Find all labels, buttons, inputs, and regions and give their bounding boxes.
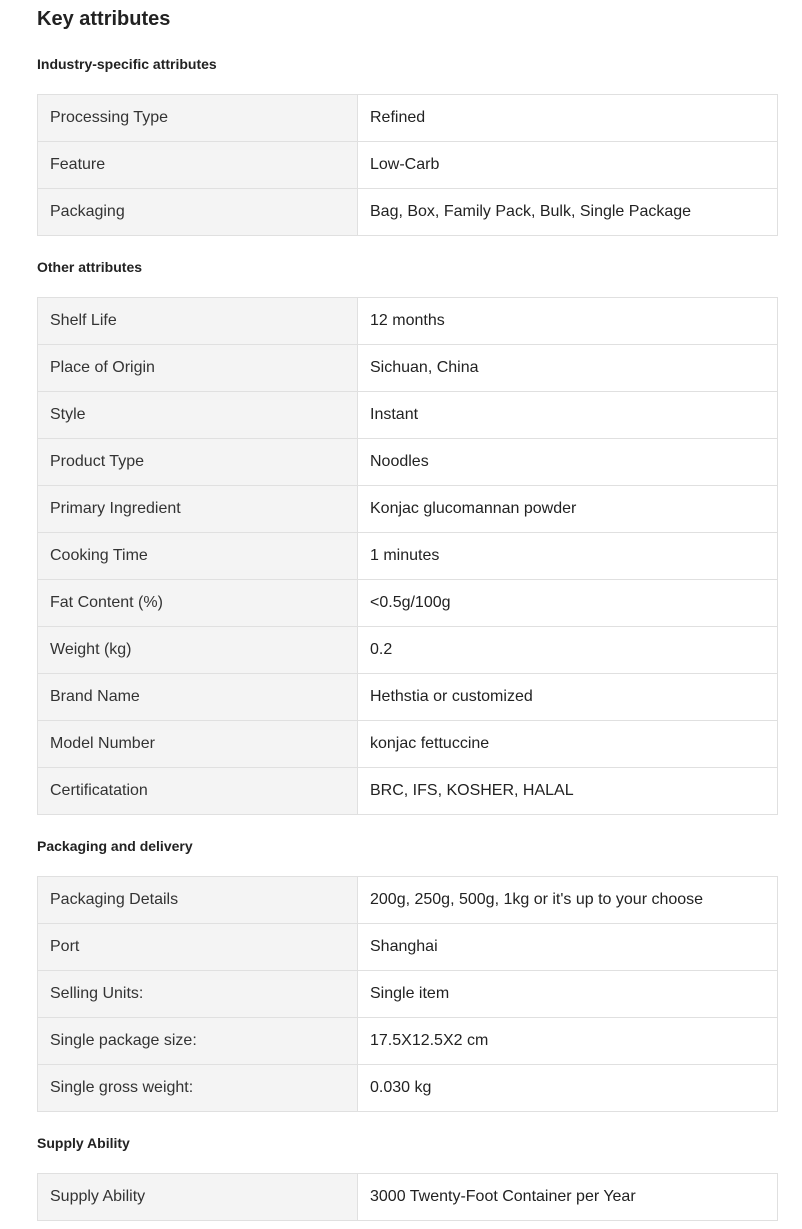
attribute-name: Supply Ability bbox=[38, 1174, 358, 1221]
table-row bbox=[38, 877, 778, 924]
table-row bbox=[38, 486, 778, 533]
attribute-name: Product Type bbox=[38, 439, 358, 486]
table-row bbox=[38, 95, 778, 142]
attribute-name: Selling Units: bbox=[38, 971, 358, 1018]
attributes-table-other-attributes bbox=[37, 297, 778, 815]
table-row bbox=[38, 189, 778, 236]
attribute-value: 3000 Twenty-Foot Container per Year bbox=[358, 1174, 778, 1221]
attribute-name: Port bbox=[38, 924, 358, 971]
attribute-value: 200g, 250g, 500g, 1kg or it's up to your choose bbox=[358, 877, 778, 924]
attribute-name: Packaging bbox=[38, 189, 358, 236]
table-row bbox=[38, 533, 778, 580]
attribute-value: Konjac glucomannan powder bbox=[358, 486, 778, 533]
table-row bbox=[38, 627, 778, 674]
attribute-name: Single package size: bbox=[38, 1018, 358, 1065]
attribute-name: Model Number bbox=[38, 721, 358, 768]
table-row bbox=[38, 580, 778, 627]
attribute-value: BRC, IFS, KOSHER, HALAL bbox=[358, 768, 778, 815]
table-row bbox=[38, 142, 778, 189]
table-row bbox=[38, 392, 778, 439]
attribute-name: Primary Ingredient bbox=[38, 486, 358, 533]
attribute-value: Bag, Box, Family Pack, Bulk, Single Package bbox=[358, 189, 778, 236]
attribute-value: <0.5g/100g bbox=[358, 580, 778, 627]
attribute-value: 12 months bbox=[358, 298, 778, 345]
section-title-supply-ability: Supply Ability bbox=[37, 1135, 130, 1151]
attribute-value: konjac fettuccine bbox=[358, 721, 778, 768]
attribute-value: Instant bbox=[358, 392, 778, 439]
table-row bbox=[38, 768, 778, 815]
attribute-name: Fat Content (%) bbox=[38, 580, 358, 627]
attribute-name: Packaging Details bbox=[38, 877, 358, 924]
table-row bbox=[38, 1018, 778, 1065]
attribute-name: Cooking Time bbox=[38, 533, 358, 580]
attribute-value: Noodles bbox=[358, 439, 778, 486]
attributes-table-supply-ability bbox=[37, 1173, 778, 1221]
section-title-packaging-and-delivery: Packaging and delivery bbox=[37, 838, 193, 854]
attribute-value: Single item bbox=[358, 971, 778, 1018]
attribute-name: Feature bbox=[38, 142, 358, 189]
table-row bbox=[38, 971, 778, 1018]
attribute-value: 1 minutes bbox=[358, 533, 778, 580]
table-row bbox=[38, 1065, 778, 1112]
attribute-value: 17.5X12.5X2 cm bbox=[358, 1018, 778, 1065]
attribute-value: Shanghai bbox=[358, 924, 778, 971]
attribute-name: Place of Origin bbox=[38, 345, 358, 392]
table-row bbox=[38, 1174, 778, 1221]
attribute-name: Weight (kg) bbox=[38, 627, 358, 674]
section-title-other-attributes: Other attributes bbox=[37, 259, 143, 275]
attribute-name: Style bbox=[38, 392, 358, 439]
attributes-table-industry-specific-attributes bbox=[37, 94, 778, 236]
table-row bbox=[38, 439, 778, 486]
attributes-table-packaging-and-delivery bbox=[37, 876, 778, 1112]
attribute-value: 0.2 bbox=[358, 627, 778, 674]
attribute-name: Processing Type bbox=[38, 95, 358, 142]
attribute-value: 0.030 kg bbox=[358, 1065, 778, 1112]
attribute-name: Shelf Life bbox=[38, 298, 358, 345]
attribute-name: Single gross weight: bbox=[38, 1065, 358, 1112]
table-row bbox=[38, 924, 778, 971]
section-title-industry-specific-attributes: Industry-specific attributes bbox=[37, 56, 217, 72]
table-row bbox=[38, 345, 778, 392]
attribute-name: Certificatation bbox=[38, 768, 358, 815]
attribute-name: Brand Name bbox=[38, 674, 358, 721]
attribute-value: Hethstia or customized bbox=[358, 674, 778, 721]
page-title: Key attributes bbox=[37, 8, 171, 30]
table-row bbox=[38, 721, 778, 768]
attribute-value: Low-Carb bbox=[358, 142, 778, 189]
attribute-value: Refined bbox=[358, 95, 778, 142]
table-row bbox=[38, 298, 778, 345]
attribute-value: Sichuan, China bbox=[358, 345, 778, 392]
table-row bbox=[38, 674, 778, 721]
